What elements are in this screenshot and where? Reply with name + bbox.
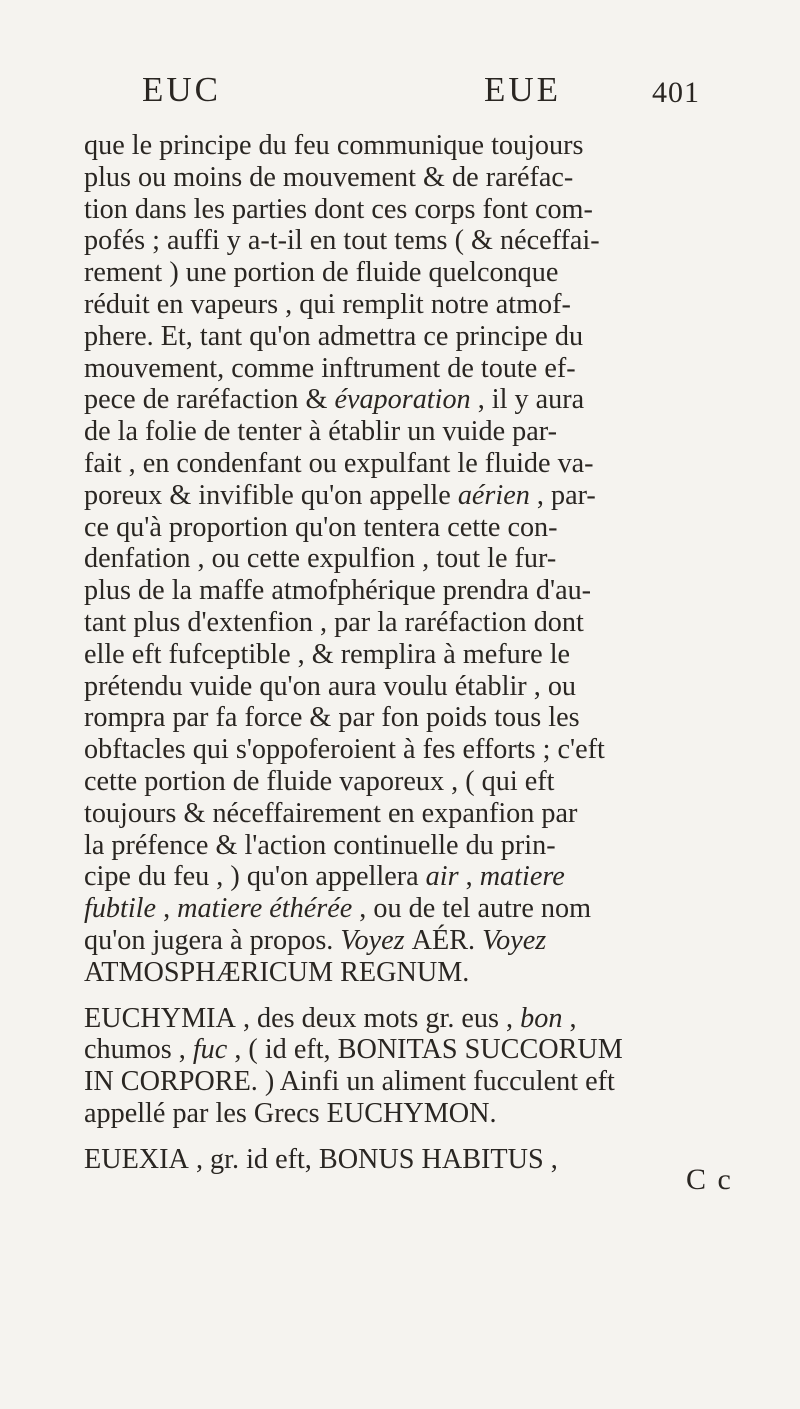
text-line: denfation , ou cette expulfion , tout le fur- [84,543,557,575]
entry-euchymia-line: IN CORPORE. ) Ainfi un aliment fucculent eft [84,1066,615,1098]
text-line: plus ou moins de mouvement & de raréfac- [84,161,574,193]
text-line: elle eft fufceptible , & remplira à mefure le [84,638,571,670]
text-line: phere. Et, tant qu'on admettra ce principe du [84,320,584,352]
entry-euchymia-line: EUCHYMIA , des deux mots gr. eus , bon , [84,1002,577,1034]
paragraph-air-continuation [84,130,784,989]
text-line: pofés ; auffi y a-t-il en tout tems ( & néceffai- [84,225,600,257]
text-line: de la folie de tenter à établir un vuide par- [84,416,557,448]
text-line: cipe du feu , ) qu'on appellera air , matiere [84,861,565,893]
text-line: que le principe du feu communique toujours [84,130,584,161]
text-line: toujours & néceffairement en expanfion par [84,797,578,829]
entry-euchymia [84,1003,784,1130]
text-line: réduit en vapeurs , qui remplit notre atmof- [84,288,571,320]
text-line: rement ) une portion de fluide quelconque [84,257,559,289]
text-line: obftacles qui s'oppoferoient à fes efforts ; c'eft [84,734,605,766]
entry-euexia-line: EUEXIA , gr. id eft, BONUS HABITUS , [84,1143,558,1175]
text-line: ce qu'à proportion qu'on tentera cette con- [84,511,558,543]
text-line: qu'on jugera à propos. Voyez AÉR. Voyez [84,924,547,956]
text-line: pece de raréfaction & évaporation , il y aura [84,384,585,416]
text-line: ATMOSPHÆRICUM REGNUM. [84,956,470,988]
text-line: la préfence & l'action continuelle du prin- [84,829,556,861]
text-line: tant plus d'extenfion , par la raréfaction dont [84,606,584,638]
entry-euchymia-line: appellé par les Grecs EUCHYMON. [84,1097,497,1129]
header-left-guideword: EUC [142,70,221,109]
signature-mark: C c [686,1163,733,1196]
text-line: mouvement, comme inftrument de toute ef- [84,352,576,384]
text-line: tion dans les parties dont ces corps font com- [84,193,593,225]
entry-euchymia-line: chumos , fuc , ( id eft, BONITAS SUCCORUM [84,1034,623,1066]
text-line: fubtile , matiere éthérée , ou de tel autre nom [84,893,592,925]
text-line: rompra par fa force & par fon poids tous les [84,702,580,734]
page-number: 401 [652,76,700,109]
entry-euexia [84,1144,784,1176]
text-line: plus de la maffe atmofphérique prendra d'au- [84,575,592,607]
page-body [84,130,784,1176]
text-line: fait , en condenfant ou expulfant le fluide va- [84,447,594,479]
header-right-guideword: EUE [484,70,562,109]
text-line: poreux & invifible qu'on appelle aérien , par- [84,479,596,511]
text-line: cette portion de fluide vaporeux , ( qui eft [84,765,555,797]
text-line: prétendu vuide qu'on aura voulu établir , ou [84,670,577,702]
running-header [0,70,800,120]
